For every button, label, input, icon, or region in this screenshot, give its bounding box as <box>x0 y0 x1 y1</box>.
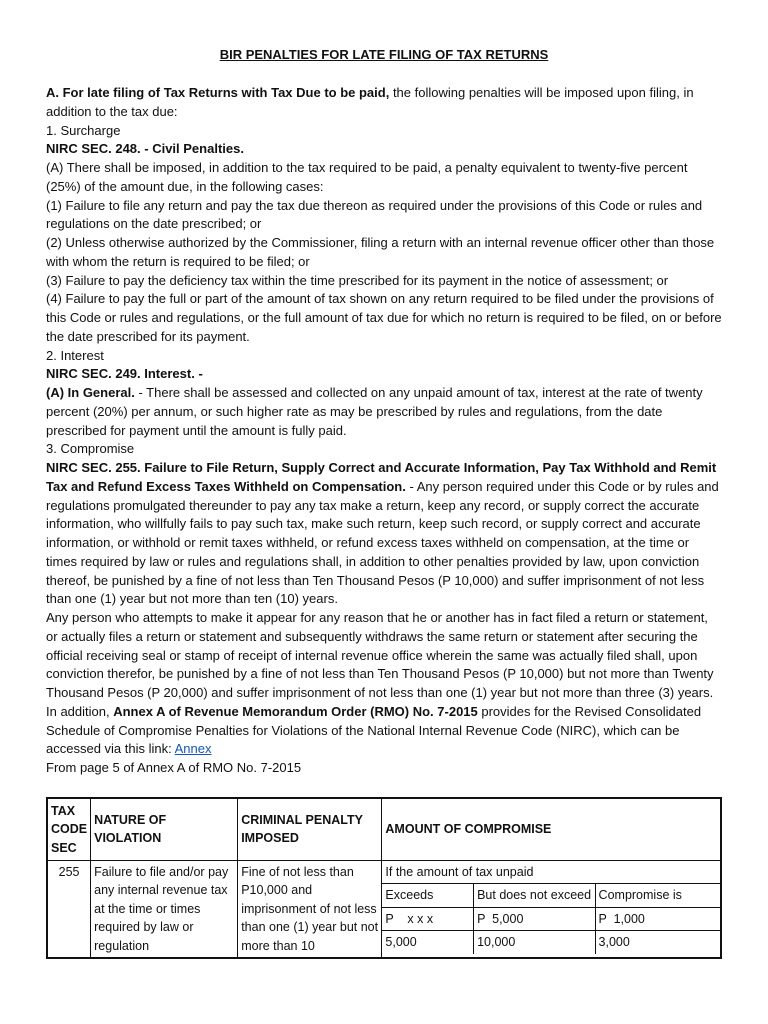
row-criminal-penalty: Fine of not less than P10,000 and imprisonment of not less than one (1) year but not more than 10 <box>238 860 382 958</box>
table-row <box>382 907 720 931</box>
sec-255-para-2: Any person who attempts to make it appear for any reason that he or another has in fact filed a return or statement, or actually files a return or statement and subsequently withdraws the same return or statement after securing the official receiving seal or stamp of receipt of internal revenue office wherein the same was actually filed shall, upon conviction therefor, be punished by a fine of not less than Ten Thousand Pesos (P 10,000) but not more than Twenty Thousand Pesos (P 20,000) and suffer imprisonment of not less than one (1) year but not more than three (3) years. <box>46 610 714 700</box>
sec-248-case-1: (1) Failure to file any return and pay the tax due thereon as required under the provisions of this Code or rules and regulations on the date prescribed; or <box>46 197 703 232</box>
schedule-cell: 5,000 <box>382 931 473 954</box>
sub-header-compromise: Compromise is <box>595 884 720 908</box>
annex-pre: In addition, <box>46 703 114 719</box>
row-nature: Failure to file and/or pay any internal revenue tax at the time or times required by law or regulation <box>91 860 238 958</box>
header-amount-of-compromise: AMOUNT OF COMPROMISE <box>382 798 721 860</box>
sec-255-heading: NIRC SEC. 255. Failure to File Return, Supply Correct and Accurate Information, Pay Tax Withhold and Remit Tax and Refund Excess Taxes Withheld on Compensation. <box>46 460 717 494</box>
annex-rest: provides for the Revised Consolidated Schedule of Compromise Penalties for Violations of the National Internal Revenue Code (NIRC), which can be accessed via this link: <box>46 703 702 757</box>
sec-248-case-4: (4) Failure to pay the full or part of the amount of tax shown on any return required to be filed under the provisions of this Code or rules and regulations, or the full amount of tax due for which no return is required to be filed, on or before the date prescribed for its payment. <box>46 291 722 344</box>
sec-249-heading: NIRC SEC. 249. Interest. - <box>46 366 203 382</box>
header-criminal-penalty: CRIMINAL PENALTY IMPOSED <box>238 798 382 860</box>
sub-header-not-exceed: But does not exceed <box>474 884 595 908</box>
schedule-header-row <box>382 884 720 908</box>
table-header-row <box>47 798 721 860</box>
header-nature-of-violation: NATURE OF VIOLATION <box>91 798 238 860</box>
row-sec-255: 255 <box>47 860 91 958</box>
interest-item: 2. Interest <box>46 347 104 363</box>
compromise-schedule <box>382 861 720 954</box>
sec-249-general-label: (A) In General. <box>46 385 135 400</box>
compromise-item: 3. Compromise <box>46 441 135 457</box>
annex-link[interactable]: Annex <box>174 741 212 757</box>
sec-249-general-text: - There shall be assessed and collected on any unpaid amount of tax, interest at the rate of twenty percent (20%) per annum, or such higher rate as may be prescribed by rules and regulations, from the date prescribed for payment until the amount is fully paid. <box>46 385 703 438</box>
if-unpaid-label: If the amount of tax unpaid <box>382 861 720 884</box>
row-compromise-cell <box>382 860 721 958</box>
schedule-cell: 10,000 <box>474 931 595 954</box>
if-unpaid-row <box>382 861 720 884</box>
annex-rmo-title: Annex A of Revenue Memorandum Order (RMO) No. 7-2015 <box>113 703 478 719</box>
schedule-cell: P 5,000 <box>474 907 595 931</box>
section-a-lead: A. For late filing of Tax Returns with Tax Due to be paid, <box>46 85 390 100</box>
table-row <box>47 860 721 958</box>
schedule-cell: P x x x <box>382 907 473 931</box>
sec-248-para-a: (A) There shall be imposed, in addition to the tax required to be paid, a penalty equivalent to twenty-five percent (25%) of the amount due, in the following cases: <box>46 160 688 194</box>
header-tax-code-sec: TAX CODE SEC <box>47 798 91 860</box>
annex-paragraph <box>46 703 722 759</box>
schedule-cell: P 1,000 <box>595 907 720 931</box>
sec-255-para-1 <box>46 459 722 609</box>
table-row <box>382 931 720 954</box>
sec-248-case-2: (2) Unless otherwise authorized by the Commissioner, filing a return with an internal revenue officer other than those with whom the return is required to be filed; or <box>46 235 715 269</box>
section-a-intro <box>46 84 722 122</box>
from-page-note: From page 5 of Annex A of RMO No. 7-2015 <box>46 760 302 775</box>
document-body <box>46 84 722 778</box>
section-a-rest: the following penalties will be imposed upon filing, in addition to the tax due: <box>46 85 694 119</box>
sec-248-case-3: (3) Failure to pay the deficiency tax within the time prescribed for its payment in the notice of assessment; or <box>46 272 669 288</box>
sec-249-general <box>46 384 722 440</box>
schedule-cell: 3,000 <box>595 931 720 954</box>
sub-header-exceeds: Exceeds <box>382 884 473 908</box>
surcharge-item: 1. Surcharge <box>46 122 121 138</box>
compromise-table <box>46 797 722 959</box>
sec-248-heading: NIRC SEC. 248. - Civil Penalties. <box>46 141 244 157</box>
page-title: BIR PENALTIES FOR LATE FILING OF TAX RETURNS <box>219 47 549 62</box>
sec-255-text: - Any person required under this Code or by rules and regulations promulgated thereunder to pay any tax make a return, keep any record, or supply correct the accurate information, who willfully fails to pay such tax, make such return, keep such record, or supply correct and accurate information, or withhold or remit taxes withheld, or refund excess taxes withheld on compensation, at the time or times required by law or rules and regulations shall, in addition to other penalties provided by law, upon conviction thereof, be punished by a fine of not less than Ten Thousand Pesos (P 10,000) and suffer imprisonment of not less than one (1) year but not more than ten (10) years. <box>46 478 719 607</box>
